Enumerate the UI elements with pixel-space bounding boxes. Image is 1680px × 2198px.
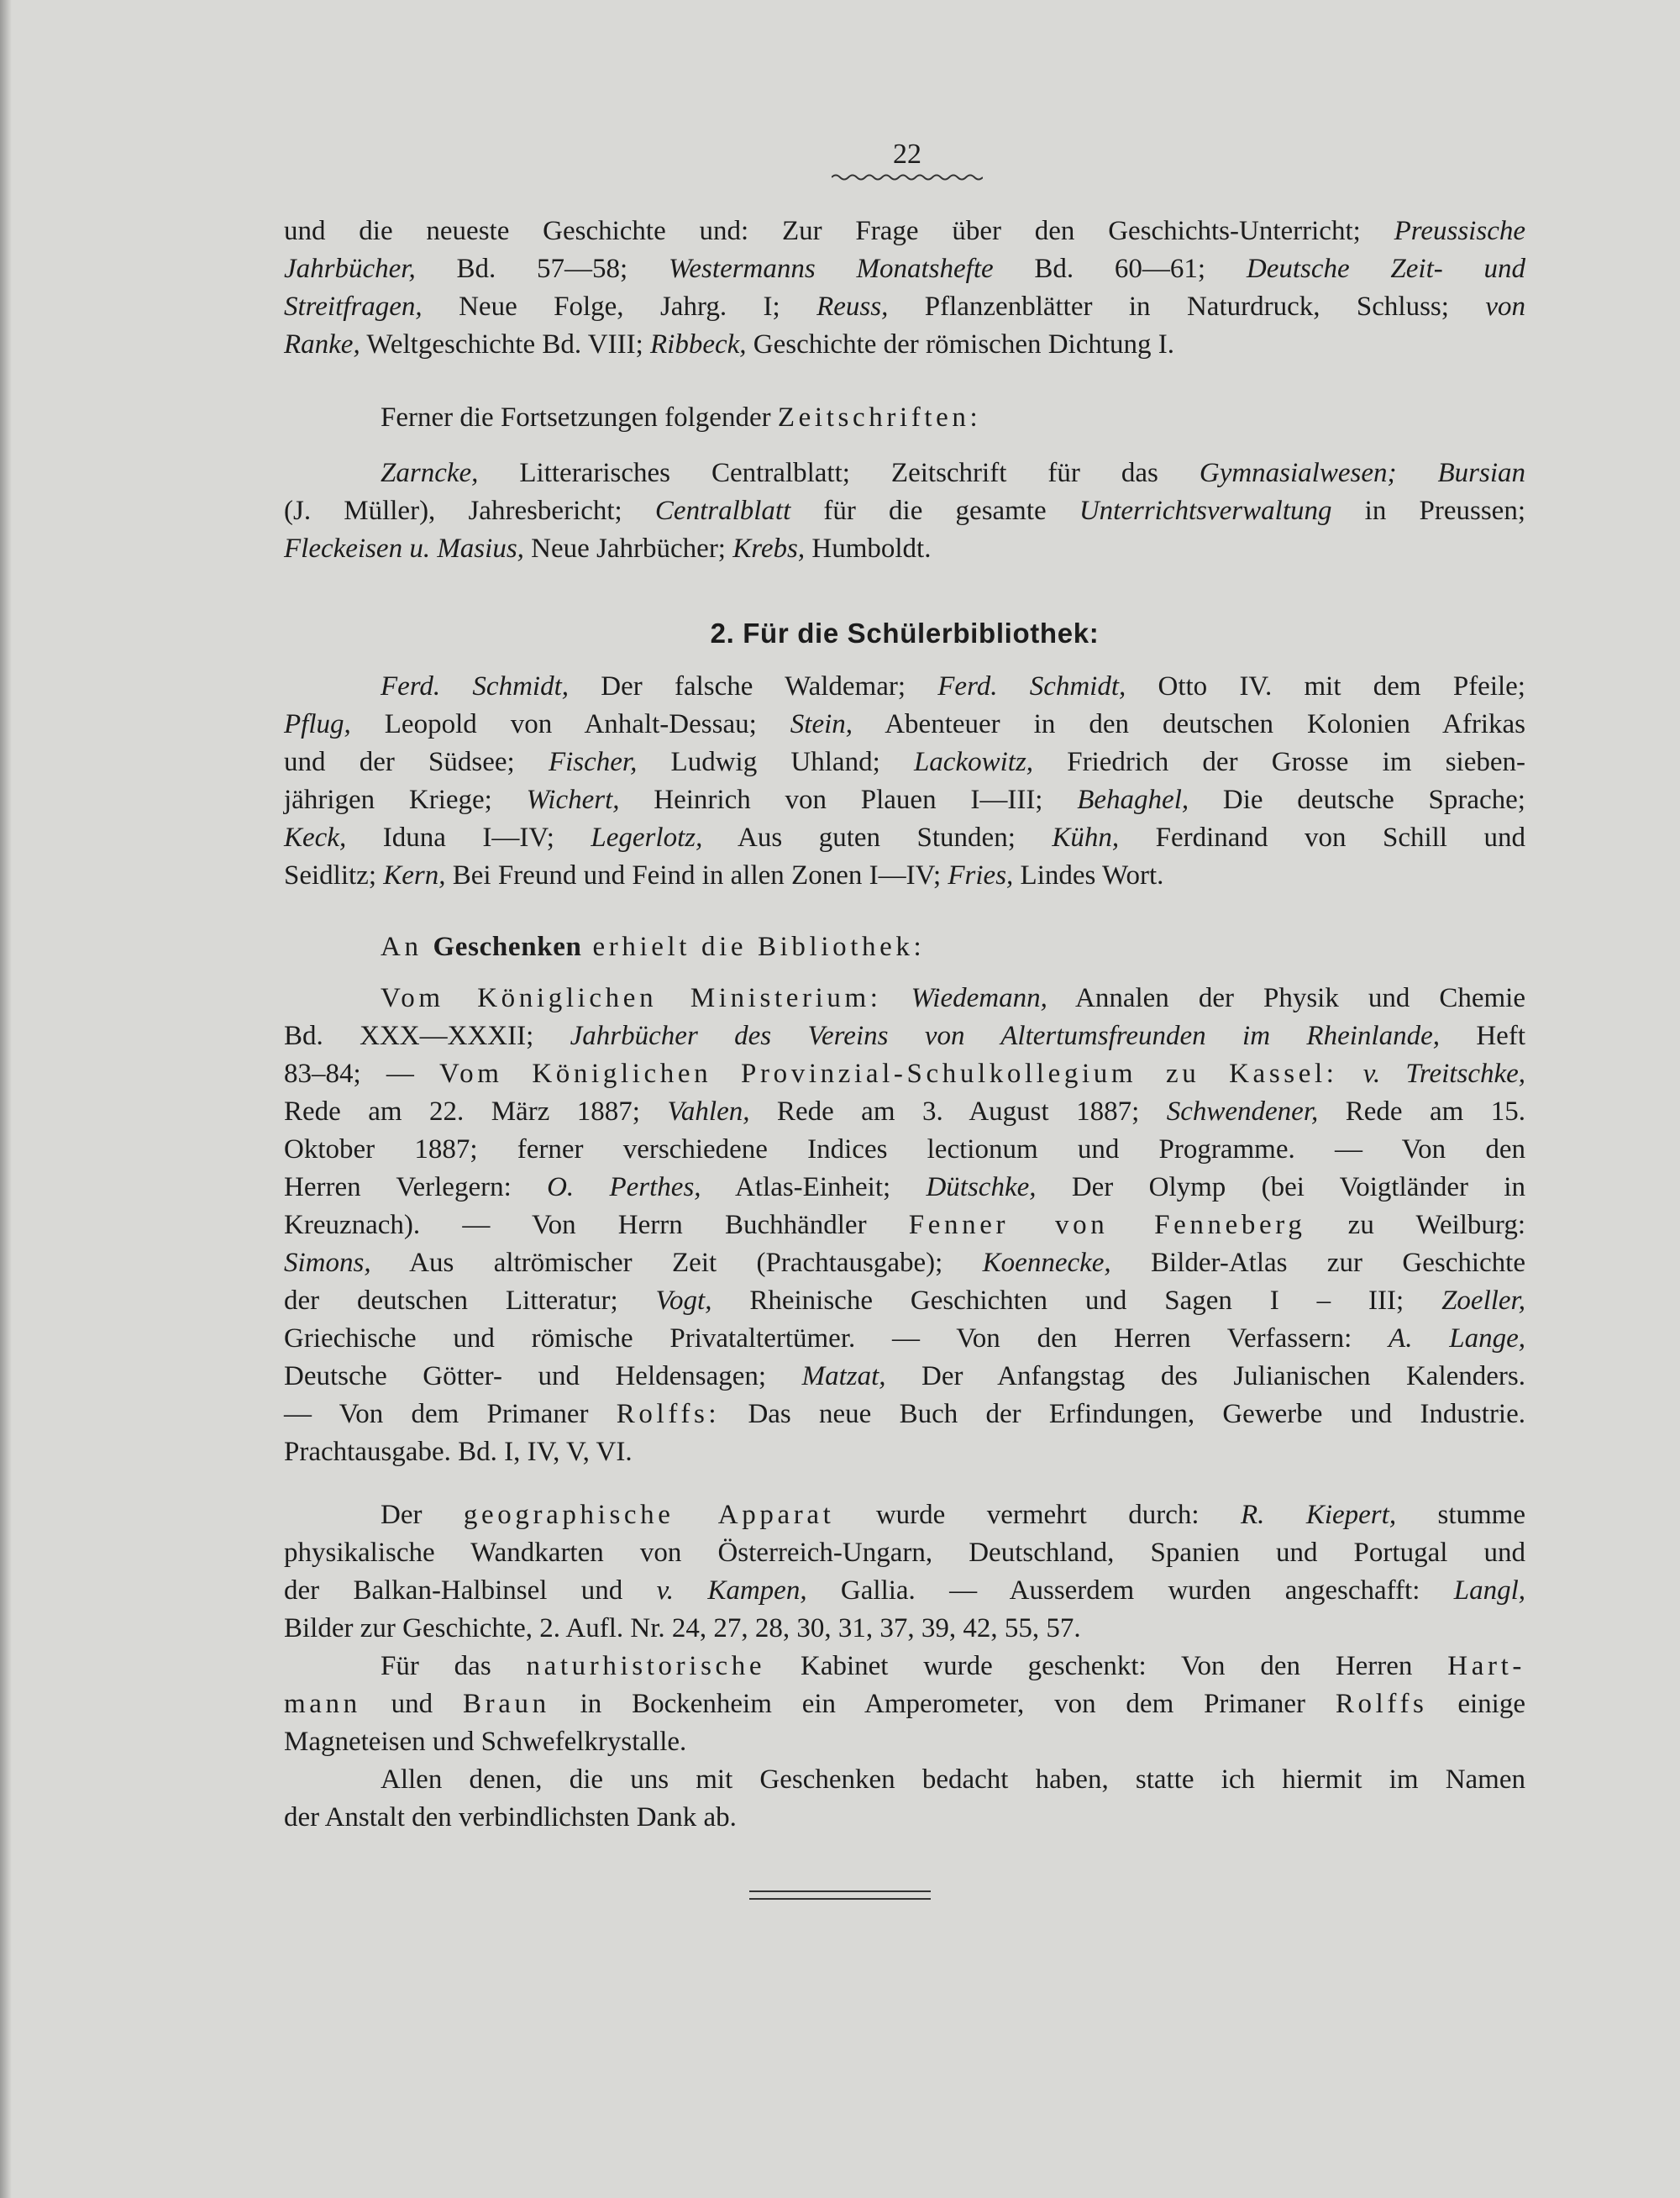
italic-citation: Westermanns Monatshefte [668,254,994,284]
text-run: Abenteuer in den deutschen Kolonien Afrikas [853,709,1525,739]
italic-citation: Vogt, [655,1286,712,1316]
text-line [284,1685,1525,1723]
italic-citation: Wichert, [526,785,620,815]
italic-citation: Langl, [1453,1575,1525,1606]
text-line [284,980,1525,1017]
italic-citation: Deutsche Zeit- und [1246,254,1526,284]
text-line [284,1799,1525,1837]
text-line [284,455,1525,492]
italic-citation: Centralblatt [654,496,791,526]
text-run: Herren Verlegern: [284,1172,548,1202]
italic-citation: Matzat, [801,1361,886,1391]
text-run: Das neue Buch der Erfindungen, Gewerbe und Industrie. [720,1399,1525,1429]
text-run: physikalische Wandkarten von Österreich-Ungarn, Deutschland, Spanien und Portugal und [284,1538,1525,1568]
text-run: Litterarisches Centralblatt; Zeitschrift für das [478,458,1200,488]
text-line [284,326,1525,364]
spaced-emphasis: naturhistorische [526,1651,766,1681]
text-line [284,1131,1525,1169]
text-line [284,1093,1525,1131]
text-line [284,1207,1525,1244]
italic-citation: Fries, [948,860,1014,891]
text-run: Weltgeschichte Bd. VIII; [360,329,650,360]
text-run: jährigen Kriege; [284,785,527,815]
spaced-emphasis: Vom Königlichen Provinzial-Schulkollegium zu Kassel: [438,1059,1338,1089]
text-run: Heinrich von Plauen I—III; [619,785,1078,815]
italic-citation: Fleckeisen u. Masius, [284,534,524,564]
text-run: Heft [1439,1021,1525,1051]
text-line [284,492,1525,530]
text-run: Allen denen, die uns mit Geschenken bedacht haben, statte ich hiermit im Namen [381,1764,1525,1795]
italic-citation: Koennecke, [982,1248,1111,1278]
text-run: Ferdinand von Schill und [1119,823,1525,853]
text-line [284,1017,1525,1055]
italic-citation: Jahrbücher des Vereins von Altertumsfreunden im Rheinlande, [570,1021,1440,1051]
italic-citation: Simons, [284,1248,371,1278]
text-run: 83–84; — [284,1059,439,1089]
text-run: einige [1427,1689,1525,1719]
text-line [284,399,1525,437]
text-line [284,1648,1525,1685]
text-run: Lindes Wort. [1013,860,1164,891]
text-run: Prachtausgabe. Bd. I, IV, V, VI. [284,1437,633,1467]
text-line [284,744,1525,781]
text-run: Aus altrömischer Zeit (Prachtausgabe); [370,1248,983,1278]
italic-citation: O. Perthes, [547,1172,701,1202]
text-run: Gallia. — Ausserdem wurden angeschafft: [806,1575,1454,1606]
text-line [284,1358,1525,1396]
text-line [284,1610,1525,1648]
italic-citation: Krebs, [732,534,806,564]
italic-citation: Pflug, [284,709,351,739]
text-run: in Bockenheim ein Amperometer, von dem Primaner [549,1689,1336,1719]
italic-citation: Lackowitz, [913,747,1034,777]
text-line [284,1282,1525,1320]
text-run: Iduna I—IV; [346,823,591,853]
paragraph-thanks [284,1761,1525,1837]
text-run: Rede am 3. August 1887; [749,1096,1167,1127]
paragraph-gifts-intro [284,928,1525,966]
closing-rule [749,1898,931,1900]
spaced-emphasis: Hart- [1447,1651,1525,1681]
page-number-ornament [832,173,983,181]
text-run: und der Südsee; [284,747,549,777]
spaced-emphasis: erhielt die Bibliothek: [581,932,926,962]
text-run: Magneteisen und Schwefelkrystalle. [284,1727,687,1757]
page-number: 22 [893,139,921,170]
paragraph-gifts [284,980,1525,1471]
text-line [284,857,1525,895]
text-run: Bd. 60—61; [993,254,1247,284]
text-run: Der Olymp (bei Voigtländer in [1036,1172,1525,1202]
text-run: für die gesamte [790,496,1079,526]
text-run: (J. Müller), Jahresbericht; [284,496,655,526]
section-heading: 2. Für die Schülerbibliothek: [710,618,1100,649]
paragraph-journals [284,455,1525,568]
italic-citation: Legerlotz, [591,823,703,853]
italic-citation: Fischer, [548,747,638,777]
text-run: Seidlitz; [284,860,384,891]
text-run: Der [381,1500,464,1530]
italic-citation: Stein, [790,709,853,739]
text-run: Bilder-Atlas zur Geschichte [1110,1248,1525,1278]
text-run: Der Anfangstag des Julianischen Kalenders. [885,1361,1525,1391]
text-run: Neue Jahrbücher; [523,534,733,564]
text-line [284,1169,1525,1207]
text-run: wurde vermehrt durch: [834,1500,1241,1530]
italic-citation: Streitfragen, [284,292,423,322]
text-run: Geschichte der römischen Dichtung I. [746,329,1175,360]
text-run [1338,1059,1363,1089]
spaced-emphasis: geographische Apparat [463,1500,835,1530]
text-run: in Preussen; [1331,496,1525,526]
italic-citation: Kühn, [1052,823,1120,853]
text-line [284,1572,1525,1610]
text-line [284,1433,1525,1471]
paragraph-periodicals [284,213,1525,364]
spaced-emphasis: An [381,932,433,962]
spaced-emphasis: Vom Königlichen Ministerium: [381,983,882,1013]
text-run: Humboldt. [805,534,932,564]
italic-citation: Jahrbücher, [284,254,416,284]
italic-citation: Ribbeck, [650,329,747,360]
text-line [284,1055,1525,1093]
italic-citation: Keck, [284,823,347,853]
text-run: der Anstalt den verbindlichsten Dank ab. [284,1802,737,1833]
italic-citation: Ferd. Schmidt, [937,671,1126,702]
spaced-emphasis: Zeitschriften: [777,402,982,433]
text-line [284,1534,1525,1572]
text-run: Der falsche Waldemar; [569,671,938,702]
italic-citation: Kern, [383,860,446,891]
text-run: Otto IV. mit dem Pfeile; [1126,671,1525,702]
text-run: zu Weilburg: [1305,1210,1525,1240]
spaced-emphasis: Rolffs [1335,1689,1428,1719]
text-run: Rede am 22. März 1887; [284,1096,668,1127]
italic-citation: Behaghel, [1077,785,1189,815]
text-line [284,1496,1525,1534]
text-line [284,288,1525,326]
text-run: Rheinische Geschichten und Sagen I – III; [711,1286,1442,1316]
text-line [284,706,1525,744]
text-run: Oktober 1887; ferner verschiedene Indices lectionum und Programme. — Von den [284,1134,1525,1165]
text-line [284,1761,1525,1799]
italic-citation: Dütschke, [926,1172,1037,1202]
text-run: Leopold von Anhalt-Dessau; [350,709,790,739]
italic-citation: Schwendener, [1166,1096,1319,1127]
text-run: und die neueste Geschichte und: Zur Frage über den Geschichts-Unterricht; [284,216,1394,246]
text-run: — Von dem Primaner [284,1399,617,1429]
italic-citation: v. Treitschke, [1362,1059,1526,1089]
text-run: Annalen der Physik und Chemie [1047,983,1525,1013]
italic-citation: Reuss, [816,292,889,322]
bold-emphasis: Geschenken [433,932,582,962]
text-line [284,1396,1525,1433]
text-run: Deutsche Götter- und Heldensagen; [284,1361,802,1391]
text-line [284,819,1525,857]
italic-citation: von [1485,292,1525,322]
italic-citation: Ranke, [284,329,360,360]
spaced-emphasis: Braun [462,1689,550,1719]
italic-citation: v. Kampen, [656,1575,807,1606]
spaced-emphasis: Rolffs: [616,1399,721,1429]
text-run: der deutschen Litteratur; [284,1286,656,1316]
paragraph-student-library [284,668,1525,895]
text-line [284,530,1525,568]
text-line [284,1244,1525,1282]
italic-citation: Gymnasialwesen; Bursian [1199,458,1525,488]
text-line [284,668,1525,706]
italic-citation: Unterrichtsverwaltung [1079,496,1332,526]
text-run: Friedrich der Grosse im sieben- [1033,747,1525,777]
text-line [284,781,1525,819]
text-run: und [360,1689,463,1719]
paragraph-journals-intro [284,399,1525,437]
text-run: Ferner die Fortsetzungen folgender [381,402,778,433]
text-line [284,1723,1525,1761]
italic-citation: Wiedemann, [911,983,1047,1013]
scan-edge-shadow [0,0,12,2198]
text-run: Bilder zur Geschichte, 2. Aufl. Nr. 24, 27, 28, 30, 31, 37, 39, 42, 55, 57. [284,1613,1081,1643]
text-run: stumme [1396,1500,1525,1530]
text-line [284,213,1525,250]
italic-citation: Ferd. Schmidt, [381,671,569,702]
spaced-emphasis: Fenner von Fenneberg [908,1210,1306,1240]
paragraph-natural-history [284,1648,1525,1761]
spaced-emphasis: mann [284,1689,361,1719]
text-run: der Balkan-Halbinsel und [284,1575,657,1606]
text-run: Bei Freund und Feind in allen Zonen I—IV; [445,860,948,891]
italic-citation: A. Lange, [1389,1323,1525,1354]
italic-citation: Vahlen, [667,1096,750,1127]
text-run: Kreuznach). — Von Herrn Buchhändler [284,1210,909,1240]
paragraph-geography [284,1496,1525,1648]
text-run: Pflanzenblätter in Naturdruck, Schluss; [888,292,1486,322]
text-run: Atlas-Einheit; [701,1172,927,1202]
text-line [284,1320,1525,1358]
text-run: Die deutsche Sprache; [1189,785,1525,815]
italic-citation: Zarncke, [381,458,479,488]
italic-citation: Zoeller, [1441,1286,1525,1316]
text-run: Kabinet wurde geschenkt: Von den Herren [765,1651,1448,1681]
text-run: Bd. XXX—XXXII; [284,1021,570,1051]
text-run [882,983,911,1013]
italic-citation: Preussische [1394,216,1525,246]
text-run: Neue Folge, Jahrg. I; [422,292,817,322]
text-line [284,928,1525,966]
text-run: Griechische und römische Privataltertümer. — Von den Herren Verfassern: [284,1323,1389,1354]
text-run: Rede am 15. [1318,1096,1525,1127]
text-run: Aus guten Stunden; [702,823,1053,853]
italic-citation: R. Kiepert, [1241,1500,1397,1530]
text-run: Ludwig Uhland; [637,747,914,777]
text-line [284,250,1525,288]
text-run: Bd. 57—58; [415,254,669,284]
text-run: Für das [381,1651,527,1681]
closing-rule [749,1890,931,1892]
